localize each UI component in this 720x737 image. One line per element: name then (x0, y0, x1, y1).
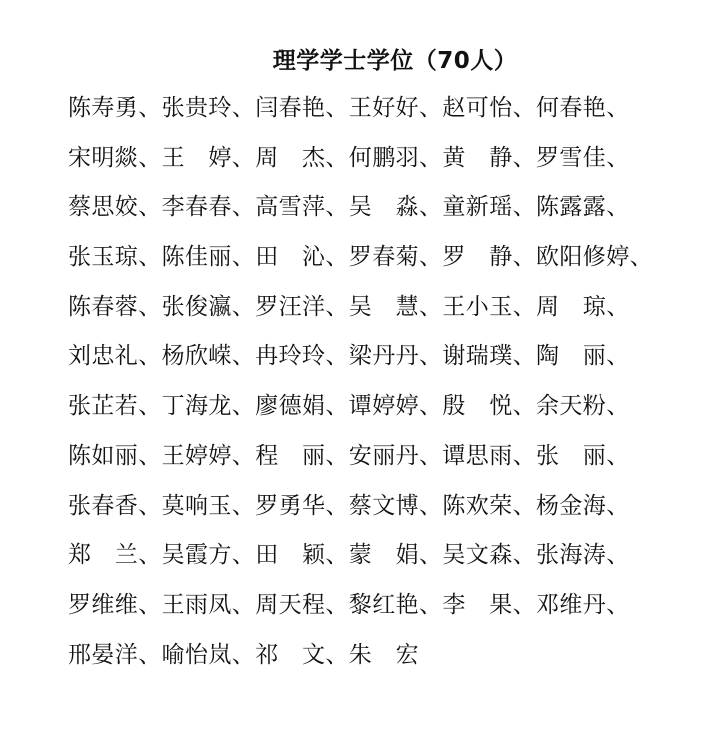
name-row: 罗维维、王雨凤、周天程、黎红艳、李 果、邓维丹、 (68, 591, 630, 618)
name-row: 陈如丽、王婷婷、程 丽、安丽丹、谭思雨、张 丽、 (68, 442, 630, 469)
name-row: 蔡思姣、李春春、高雪萍、吴 淼、童新瑶、陈露露、 (68, 194, 630, 221)
name-row: 张芷若、丁海龙、廖德娟、谭婷婷、殷 悦、余天粉、 (68, 393, 630, 420)
name-row: 张春香、莫响玉、罗勇华、蔡文博、陈欢荣、杨金海、 (68, 492, 630, 519)
name-row: 张玉琼、陈佳丽、田 沁、罗春菊、罗 静、欧阳修婷、 (68, 244, 653, 271)
name-row: 宋明燚、王 婷、周 杰、何鹏羽、黄 静、罗雪佳、 (68, 144, 630, 171)
name-row: 陈寿勇、张贵玲、闫春艳、王好好、赵可怡、何春艳、 (68, 95, 630, 121)
name-list (68, 88, 708, 684)
name-row: 郑 兰、吴霞方、田 颖、蒙 娟、吴文森、张海涛、 (68, 542, 630, 569)
name-row: 刘忠礼、杨欣嵘、冉玲玲、梁丹丹、谢瑞璞、陶 丽、 (68, 343, 630, 370)
document-title: 理学学士学位（70人） (272, 48, 518, 74)
name-row: 陈春蓉、张俊瀛、罗汪洋、吴 慧、王小玉、周 琼、 (68, 293, 630, 320)
name-row: 邢晏洋、喻怡岚、祁 文、朱 宏 (68, 641, 419, 668)
